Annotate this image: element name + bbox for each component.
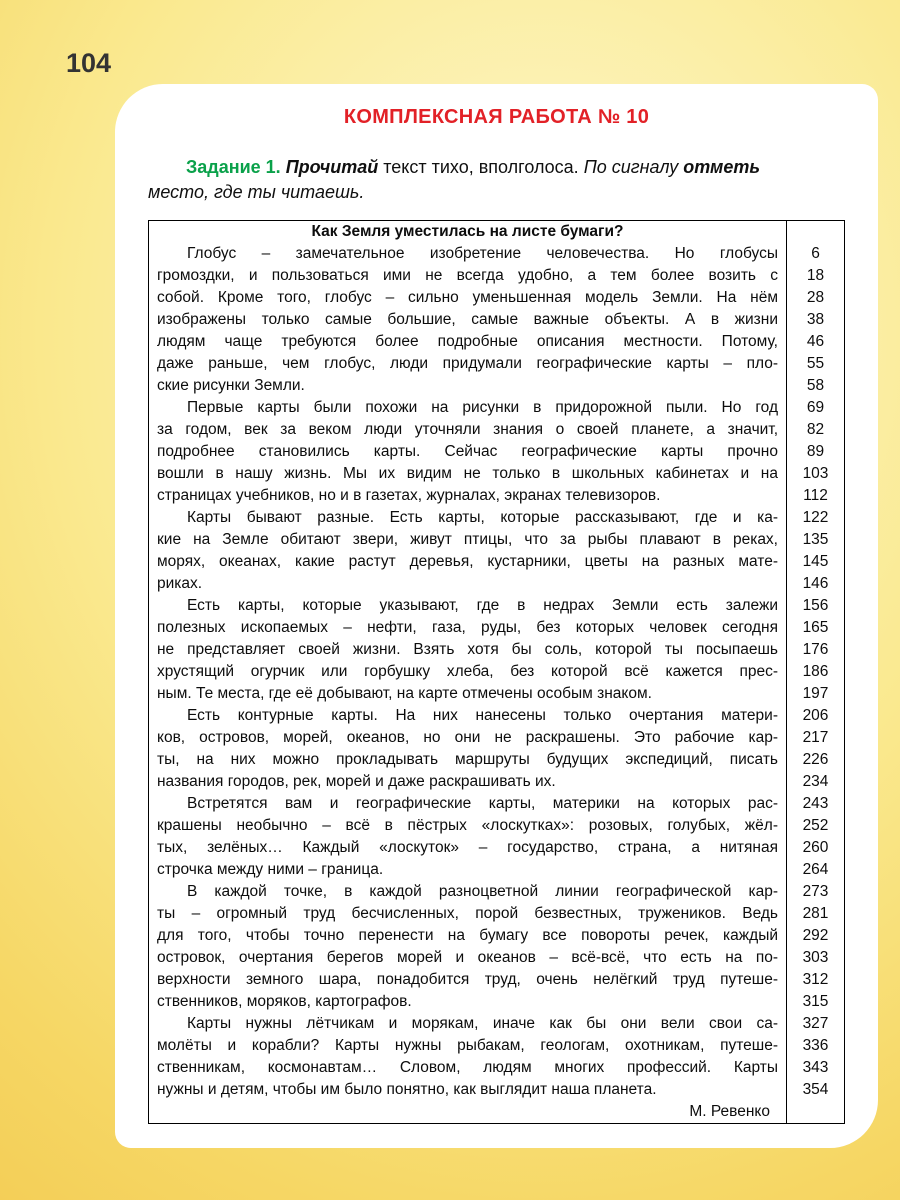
passage-line [149,419,844,441]
passage-line-text: даже раньше, чем глобус, люди придумали географические карты – пло- [157,355,778,372]
passage-lines [149,243,844,1101]
passage-line [149,551,844,573]
word-count: 135 [786,529,844,551]
word-count-cell-empty [786,1101,844,1123]
passage-author: М. Ревенко [689,1103,770,1120]
word-count: 186 [786,661,844,683]
word-count: 46 [786,331,844,353]
word-count: 281 [786,903,844,925]
word-count: 156 [786,595,844,617]
word-count: 226 [786,749,844,771]
passage-line-text: громоздки, и пользоваться ими не всегда удобно, а тем более возить с [157,267,778,284]
passage-line [149,1013,844,1035]
passage-line [149,815,844,837]
passage-line [149,881,844,903]
word-count: 165 [786,617,844,639]
passage-line-text: за годом, век за веком люди уточняли знания о своей планете, а значит, [157,421,778,438]
word-count: 145 [786,551,844,573]
word-count: 315 [786,991,844,1013]
task-italic-2: место, где ты читаешь. [148,182,365,202]
passage-line [149,485,844,507]
passage-line-text: полезных ископаемых – нефти, газа, руды, без которых человек сегодня [157,619,778,636]
word-count: 264 [786,859,844,881]
page-number: 104 [66,48,112,78]
passage-line [149,353,844,375]
word-count: 243 [786,793,844,815]
word-count: 58 [786,375,844,397]
passage-line-text: ственников, моряков, картографов. [157,993,412,1010]
passage-line-text: верхности земного шара, понадобится труд, очень нелёгкий труд путеше- [157,971,778,988]
passage-line [149,375,844,397]
word-count: 112 [786,485,844,507]
word-count: 103 [786,463,844,485]
passage-line-text: подробнее становились карты. Сейчас географические карты прочно [157,443,778,460]
passage-line [149,573,844,595]
passage-line-text: молёты и корабли? Карты нужны рыбакам, геологам, охотникам, путеше- [157,1037,778,1054]
passage-line [149,639,844,661]
passage-line-text: Карты бывают разные. Есть карты, которые рассказывают, где и ка- [187,509,778,526]
passage-line-text: кие на Земле обитают звери, живут птицы, что за рыбы плавают в реках, [157,531,778,548]
word-count: 343 [786,1057,844,1079]
passage-line [149,947,844,969]
passage-line-text: Глобус – замечательное изобретение человечества. Но глобусы [187,245,778,262]
passage-line-text: тых, зелёных… Каждый «лоскуток» – государство, страна, а нитяная [157,839,778,856]
passage-line-text: Есть карты, которые указывают, где в недрах Земли есть залежи [187,597,778,614]
passage-line [149,991,844,1013]
task-italic: По сигналу [583,157,684,177]
word-count: 217 [786,727,844,749]
passage-line [149,507,844,529]
word-count: 28 [786,287,844,309]
passage-author-row [149,1101,844,1123]
word-count: 354 [786,1079,844,1101]
passage-line [149,331,844,353]
task-instruction [148,155,845,205]
passage-line [149,793,844,815]
word-count: 206 [786,705,844,727]
passage-line-text: ские рисунки Земли. [157,377,305,394]
word-count: 6 [786,243,844,265]
passage-line [149,1057,844,1079]
task-verb: Прочитай [285,157,379,177]
passage-line-text: изображены только самые большие, самые важные объекты. А в жизни [157,311,778,328]
task-emphasis: отметь [683,157,761,177]
word-count: 69 [786,397,844,419]
passage-line [149,595,844,617]
word-count: 18 [786,265,844,287]
word-count: 336 [786,1035,844,1057]
passage-line [149,1079,844,1101]
passage-line-text: для того, чтобы точно перенести на бумагу все повороты речек, каждый [157,927,778,944]
word-count: 327 [786,1013,844,1035]
passage-line-text: нужны и детям, чтобы им было понятно, как выглядит наша планета. [157,1081,657,1098]
passage-line-text: Есть контурные карты. На них нанесены только очертания матери- [187,707,778,724]
passage-line-text: ственникам, космонавтам… Словом, людям многих профессий. Карты [157,1059,778,1076]
passage-line [149,661,844,683]
passage-line-text: Карты нужны лётчикам и морякам, иначе как бы они вели свои са- [187,1015,778,1032]
passage-line-text: ным. Те места, где её добывают, на карте отмечены особым знаком. [157,685,652,702]
word-count: 234 [786,771,844,793]
passage-line [149,617,844,639]
passage-line-text: крашены необычно – всё в пёстрых «лоскутках»: розовых, голубых, жёл- [157,817,778,834]
passage-line-text: страницах учебников, но и в газетах, журналах, экранах телевизоров. [157,487,661,504]
passage-line-text: строчка между ними – граница. [157,861,384,878]
passage-line-text: островок, очертания берегов морей и океанов – всё-всё, что есть на по- [157,949,778,966]
passage-title-row [149,221,844,243]
reading-passage-box [148,220,845,1124]
word-count: 82 [786,419,844,441]
task-text: текст тихо, вполголоса. [378,157,584,177]
passage-line [149,705,844,727]
passage-line [149,903,844,925]
worksheet-title: КОМПЛЕКСНАЯ РАБОТА № 10 [343,106,650,128]
passage-line [149,771,844,793]
passage-line-text: В каждой точке, в каждой разноцветной линии географической кар- [187,883,778,900]
passage-line [149,837,844,859]
passage-line [149,463,844,485]
passage-line [149,309,844,331]
passage-line [149,397,844,419]
passage-line-text: людям чаще требуются более подробные описания местности. Потому, [157,333,778,350]
word-count: 146 [786,573,844,595]
word-count: 312 [786,969,844,991]
word-count: 197 [786,683,844,705]
word-count: 252 [786,815,844,837]
passage-line-text: вошли в нашу жизнь. Мы их видим не только в школьных кабинетах и на [157,465,778,482]
passage-line [149,1035,844,1057]
passage-line [149,859,844,881]
passage-line [149,243,844,265]
passage-line-text: ков, островов, морей, океанов, но они не раскрашены. Это рабочие кар- [157,729,778,746]
passage-line-text: риках. [157,575,203,592]
word-count-cell-empty [786,221,844,243]
passage-line-text: Встретятся вам и географические карты, материки на которых рас- [187,795,778,812]
worksheet-sheet [115,84,878,1148]
word-count: 303 [786,947,844,969]
passage-line-text: не представляет своей жизни. Взять хотя бы соль, которой ты посыпаешь [157,641,778,658]
task-label: Задание 1. [186,157,281,177]
passage-line [149,287,844,309]
word-count: 55 [786,353,844,375]
passage-line [149,265,844,287]
passage-line-text: собой. Кроме того, глобус – сильно уменьшенная модель Земли. На нём [157,289,778,306]
word-count: 292 [786,925,844,947]
passage-line [149,683,844,705]
passage-line [149,529,844,551]
passage-line [149,727,844,749]
passage-line [149,969,844,991]
passage-line [149,749,844,771]
passage-line-text: Первые карты были похожи на рисунки в придорожной пыли. Но год [187,399,778,416]
word-count: 89 [786,441,844,463]
passage-line-text: морях, океанах, какие растут деревья, кустарники, цветы на разных мате- [157,553,778,570]
passage-line-text: хрустящий огурчик или горбушку хлеба, без которой всё кажется прес- [157,663,778,680]
passage-title: Как Земля уместилась на листе бумаги? [311,223,624,240]
passage-line-text: ты, на них можно прокладывать маршруты будущих экспедиций, писать [157,751,778,768]
word-count: 176 [786,639,844,661]
word-count: 38 [786,309,844,331]
passage-line [149,441,844,463]
word-count: 122 [786,507,844,529]
word-count: 260 [786,837,844,859]
word-count: 273 [786,881,844,903]
passage-line-text: ты – огромный труд бесчисленных, порой безвестных, тружеников. Ведь [157,905,778,922]
passage-line-text: названия городов, рек, морей и даже раскрашивать их. [157,773,556,790]
passage-line [149,925,844,947]
